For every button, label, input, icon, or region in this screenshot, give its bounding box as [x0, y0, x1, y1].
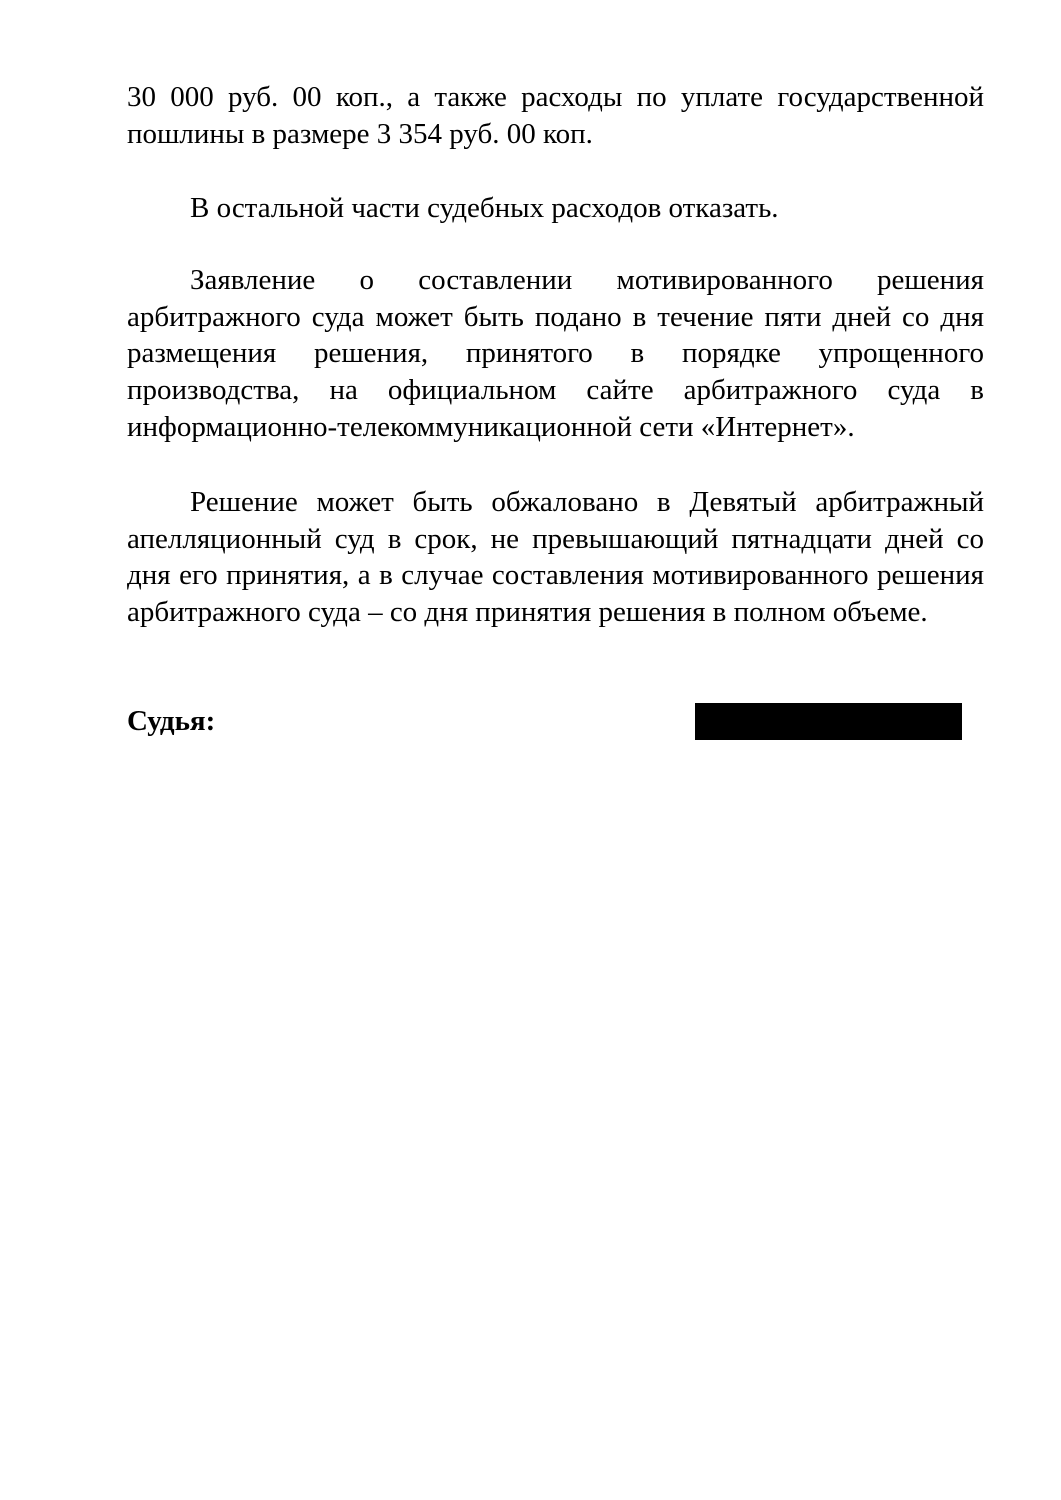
paragraph-motivated-decision-application: Заявление о составлении мотивированного решения арбитражного суда может быть подано в течение пяти дней со дня размещения решения, принятого в порядке упрощенного производства, на официальном сайте арбитражного суда в информационно-телекоммуникационной сети «Интернет».: [127, 264, 984, 443]
judge-signature-label: Судья:: [127, 705, 216, 737]
redacted-judge-name: [695, 703, 962, 740]
paragraph-costs-continuation: 30 000 руб. 00 коп., а также расходы по уплате государственной пошлины в размере 3 354 руб. 00 коп.: [127, 81, 984, 150]
paragraph-appeal-procedure: Решение может быть обжаловано в Девятый арбитражный апелляционный суд в срок, не превышающий пятнадцати дней со дня его принятия, а в случае составления мотивированного решения арбитражного суда – со дня принятия решения в полном объеме.: [127, 486, 984, 629]
paragraph-remaining-costs-refused: В остальной части судебных расходов отказать.: [190, 192, 779, 224]
